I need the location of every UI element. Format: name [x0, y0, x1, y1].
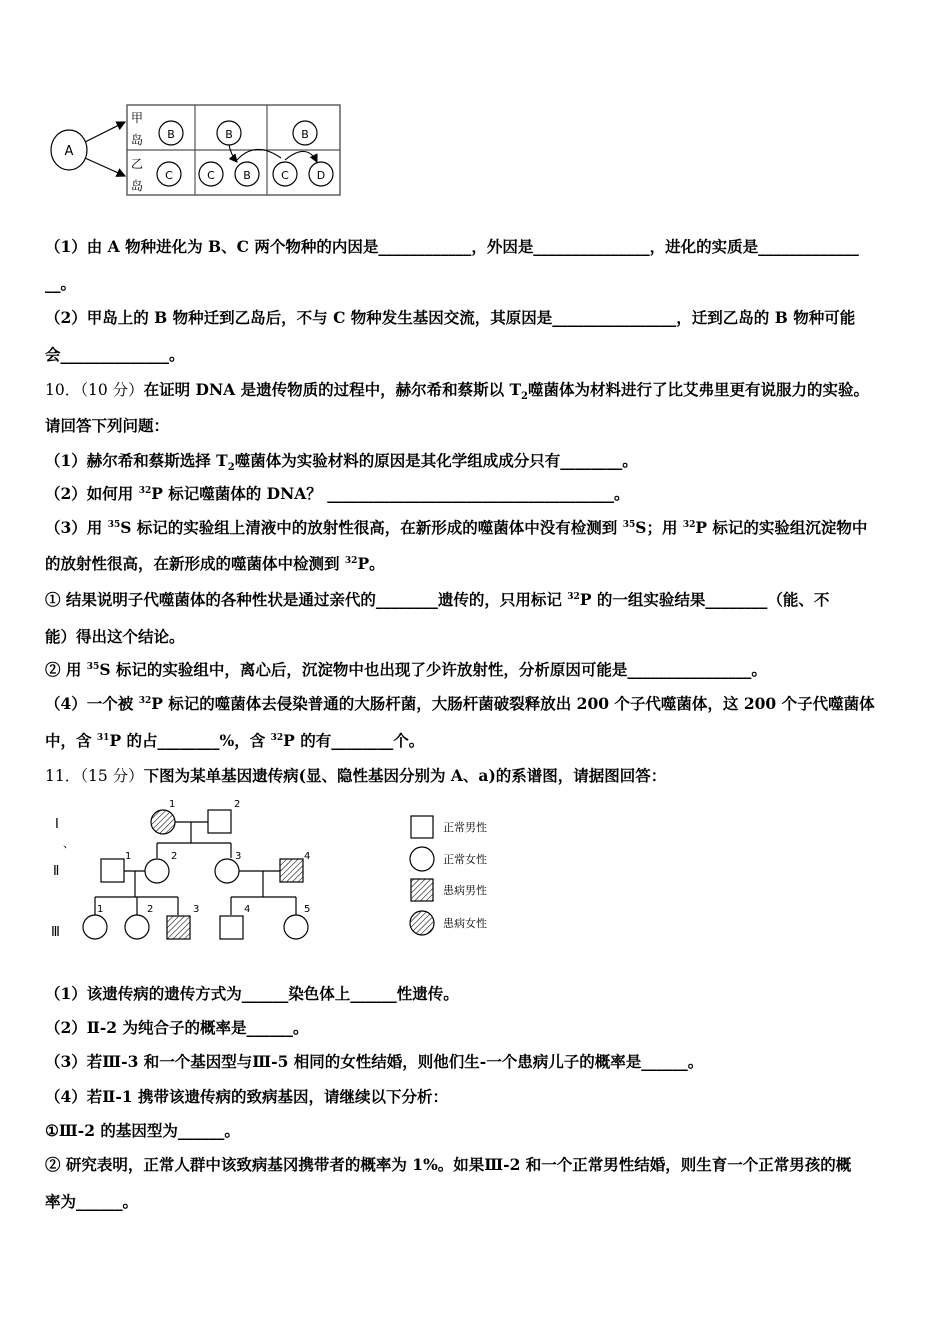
q11-sub2-cont: 率为______。: [45, 1192, 139, 1211]
legend-normal-male: [411, 816, 487, 838]
migration-curve: [237, 149, 281, 160]
svg-text:C: C: [165, 169, 173, 182]
svg-text:B: B: [243, 169, 251, 182]
species-node: [217, 121, 241, 145]
svg-text:D: D: [316, 169, 326, 182]
q10-part3: （3）用 $^{35}$S 标记的实验组上清液中的放射性很高，在新形成的噬菌体中没有检测到 $^{35}$S；用 $^{32}$P 标记的实验组沉淀物中: [45, 518, 868, 537]
pedigree-individual: [284, 904, 310, 939]
legend-normal-female: [410, 847, 487, 871]
svg-text:4: 4: [304, 851, 311, 862]
pedigree-individual: [215, 851, 241, 883]
q9-part2-cont: 会______________。: [45, 345, 185, 364]
pedigree-individual: [101, 851, 131, 882]
q11-part3: （3）若Ⅲ-3 和一个基因型与Ⅲ-5 相同的女性结婚，则他们生-一个患病儿子的概率是______。: [45, 1052, 704, 1071]
species-node: [293, 121, 317, 145]
svg-text:正常男性: 正常男性: [443, 821, 487, 834]
svg-text:患病男性: 患病男性: [443, 884, 487, 897]
q11-sub2: ② 研究表明，正常人群中该致病基冈携带者的概率为 1%。如果Ⅲ-2 和一个正常男性结婚，则生育一个正常男孩的概: [45, 1155, 852, 1174]
q10-sub2: ② 用 $^{35}$S 标记的实验组中，离心后，沉淀物中也出现了少许放射性，分析原因可能是________________。: [45, 660, 767, 679]
svg-text:1: 1: [125, 851, 132, 862]
q10-part2: （2）如何用 $^{32}$P 标记噬菌体的 DNA？ _____________________________________。: [45, 484, 630, 503]
svg-text:岛: 岛: [131, 179, 144, 193]
svg-text:1: 1: [97, 904, 104, 915]
q11-part2: （2）Ⅱ-2 为纯合子的概率是______。: [45, 1018, 309, 1037]
svg-text:、: 、: [63, 837, 74, 850]
q10-part4-cont: 中，含 $^{31}$P 的占________%，含 $^{32}$P 的有________个。: [45, 731, 425, 750]
svg-text:1: 1: [169, 799, 176, 810]
species-node: [235, 162, 259, 186]
q11-part4: （4）若Ⅱ-1 携带该遗传病的致病基因，请继续以下分析：: [45, 1087, 448, 1106]
species-node: [309, 162, 333, 186]
species-node: [273, 162, 297, 186]
q9-part2: （2）甲岛上的 B 物种迁到乙岛后，不与 C 物种发生基因交流，其原因是________________，迁到乙岛的 B 物种可能: [45, 308, 856, 327]
generation-iii-label: Ⅲ: [51, 925, 60, 940]
svg-text:正常女性: 正常女性: [443, 853, 487, 866]
svg-text:患病女性: 患病女性: [443, 917, 487, 930]
q10-part3-cont: 的放射性很高，在新形成的噬菌体中检测到 $^{32}$P。: [45, 554, 385, 573]
svg-text:A: A: [64, 144, 74, 159]
generation-i-label: Ⅰ: [55, 817, 59, 832]
q10-sub1: ① 结果说明子代噬菌体的各种性状是通过亲代的________遗传的，只用标记 $^{32}$P 的一组实验结果________（能、不: [45, 590, 830, 609]
legend-affected-male: [411, 879, 487, 901]
generation-ii-label: Ⅱ: [53, 864, 60, 879]
q10-stem: 10．（10 分）在证明 DNA 是遗传物质的过程中，赫尔希和蔡斯以 $T_2$噬菌体为材料进行了比艾弗里更有说服力的实验。: [45, 380, 869, 403]
species-node: [199, 162, 223, 186]
pedigree-individual: [125, 904, 153, 939]
island-diagram: [45, 100, 345, 200]
svg-text:岛: 岛: [131, 133, 144, 147]
svg-text:3: 3: [235, 851, 242, 862]
species-node: [159, 121, 183, 145]
svg-text:2: 2: [171, 851, 178, 862]
svg-text:C: C: [281, 169, 289, 182]
legend-affected-female: [410, 911, 487, 935]
q10-part4: （4）一个被 $^{32}$P 标记的噬菌体去侵染普通的大肠杆菌，大肠杆菌破裂释放出 200 个子代噬菌体，这 200 个子代噬菌体: [45, 694, 875, 713]
island-jia-label: 甲: [131, 111, 144, 125]
pedigree-individual: [145, 851, 177, 883]
svg-text:B: B: [301, 128, 309, 141]
q10-sub1-cont: 能）得出这个结论。: [45, 627, 185, 646]
pedigree-individual: [151, 799, 175, 834]
q10-part1: （1）赫尔希和蔡斯选择 $T_2$噬菌体为实验材料的原因是其化学组成成分只有________。: [45, 451, 638, 474]
q11-stem: 11．（15 分）下图为某单基因遗传病(显、隐性基因分别为 A、a)的系谱图，请据图回答：: [45, 766, 667, 785]
q10-stem-cont: 请回答下列问题：: [45, 416, 170, 435]
pedigree-individual: [167, 904, 199, 939]
island-yi-label: 乙: [131, 157, 144, 171]
svg-text:2: 2: [234, 799, 241, 810]
q11-part1: （1）该遗传病的遗传方式为______染色体上______性遗传。: [45, 984, 459, 1003]
svg-text:5: 5: [304, 904, 311, 915]
migration-arrow-yi: [85, 158, 125, 176]
pedigree-individual: [220, 904, 250, 939]
migration-arrow-jia: [85, 122, 125, 142]
q11-sub1: ①Ⅲ-2 的基因型为______。: [45, 1121, 240, 1140]
svg-text:B: B: [167, 128, 175, 141]
pedigree-chart: [45, 795, 505, 950]
pedigree-individual: [280, 851, 310, 882]
svg-text:B: B: [225, 128, 233, 141]
svg-text:3: 3: [193, 904, 200, 915]
pedigree-individual: [208, 799, 240, 833]
q9-part1-cont: __。: [45, 274, 77, 293]
q9-part1: （1）由 A 物种进化为 B、C 两个物种的内因是____________，外因是_______________，进化的实质是_____________: [45, 237, 859, 256]
svg-text:4: 4: [244, 904, 251, 915]
svg-text:C: C: [207, 169, 215, 182]
svg-text:2: 2: [147, 904, 154, 915]
species-a-node: [51, 130, 87, 170]
species-node: [157, 162, 181, 186]
